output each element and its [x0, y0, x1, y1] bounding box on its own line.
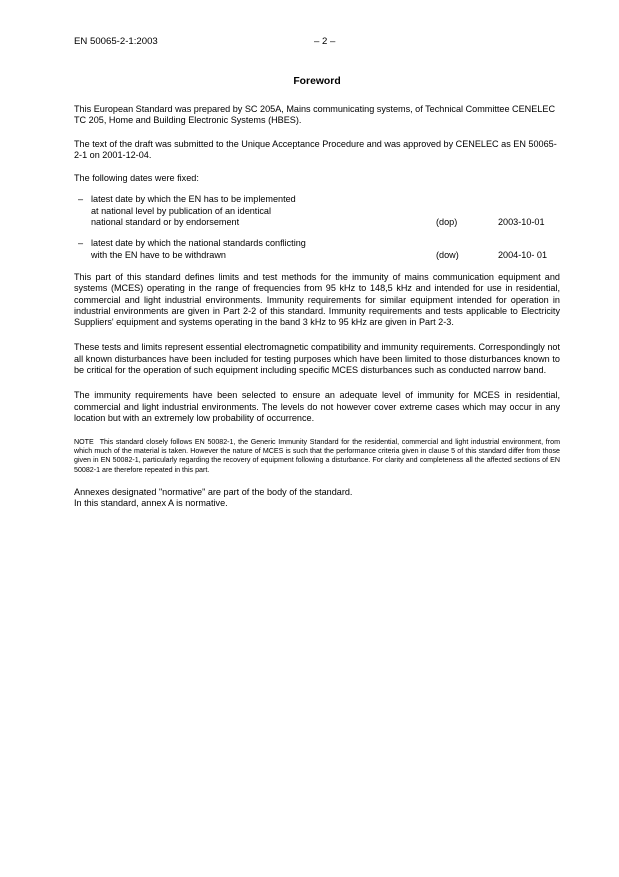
note-label: NOTE: [74, 438, 94, 447]
annex-line: Annexes designated "normative" are part of the body of the standard.: [74, 486, 353, 497]
date-item-dow: [74, 238, 560, 261]
section-title: Foreword: [293, 76, 341, 87]
paragraph-prepared-by: This European Standard was prepared by SC 205A, Mains communicating systems, of Technical Committee CENELEC TC 205, Home and Building Electronic Systems (HBES).: [74, 104, 556, 126]
document-body: [74, 104, 560, 509]
date-description-line: with the EN have to be withdrawn: [91, 249, 226, 260]
date-description: [91, 194, 346, 228]
date-description-line: national standard or by endorsement: [91, 217, 240, 228]
paragraph-dates-intro: The following dates were fixed:: [74, 173, 199, 184]
date-value: 2004-10- 01: [498, 249, 548, 260]
paragraph-scope: This part of this standard defines limits and test methods for the immunity of mains communication equipment and systems (MCES) operating in the range of frequencies from 95 kHz to 148,5 kHz and intended for use in residential, commercial and light industrial environments. Immunity requirements for similar equipment intended for operation in industrial environments are given in Part 2-2 of this standard. Immunity requirements and tests applicable to Electricity Suppliers' equipment and systems operating in the band 3 kHz to 95 kHz are given in Part 2-3.: [74, 271, 560, 328]
paragraph-immunity-levels: The immunity requirements have been selected to ensure an adequate level of immunity for MCES in residential, commercial and light industrial environments. The levels do not however cover extreme cases which may occur in any location but with an extremely low probability of occurrence.: [74, 390, 560, 423]
annex-line: In this standard, annex A is normative.: [74, 497, 228, 508]
date-description-line: latest date by which the EN has to be implemented: [91, 194, 296, 205]
date-description-line: at national level by publication of an identical: [91, 205, 271, 216]
list-dash: –: [78, 194, 84, 205]
date-description-line: latest date by which the national standards conflicting: [91, 238, 306, 249]
date-value: 2003-10-01: [498, 217, 545, 228]
date-abbreviation: (dop): [436, 217, 458, 228]
paragraph-annexes: [74, 487, 560, 510]
date-item-dop: [74, 194, 560, 228]
note-block: [74, 438, 560, 474]
page-number: – 2 –: [314, 36, 336, 47]
dates-list: [74, 194, 560, 260]
list-dash: –: [78, 238, 84, 249]
note-text: This standard closely follows EN 50082-1, the Generic Immunity Standard for the residential, commercial and light industrial environment, from which much of the material is taken. However the nature of MCES is such that the performance criteria given in clause 5 of this standard differ from those given in EN 50082-1, particularly regarding the recovery of equipment following a disturbance. For clarity and completeness all the affected sections of EN 50082-1 are therefore repeated in this part.: [74, 438, 560, 474]
paragraph-approval: The text of the draft was submitted to the Unique Acceptance Procedure and was approved by CENELEC as EN 50065-2-1 on 2001-12-04.: [74, 138, 557, 160]
date-abbreviation: (dow): [436, 249, 459, 260]
date-description: [91, 238, 346, 261]
document-id: EN 50065-2-1:2003: [74, 36, 158, 47]
paragraph-tests-limits: These tests and limits represent essential electromagnetic compatibility and immunity requirements. Correspondingly not all known disturbances have been included for testing purposes which have been limited to those disturbances known to be critical for the operation of such equipment including specific MCES disturbances such as conducted narrow band.: [74, 342, 560, 376]
